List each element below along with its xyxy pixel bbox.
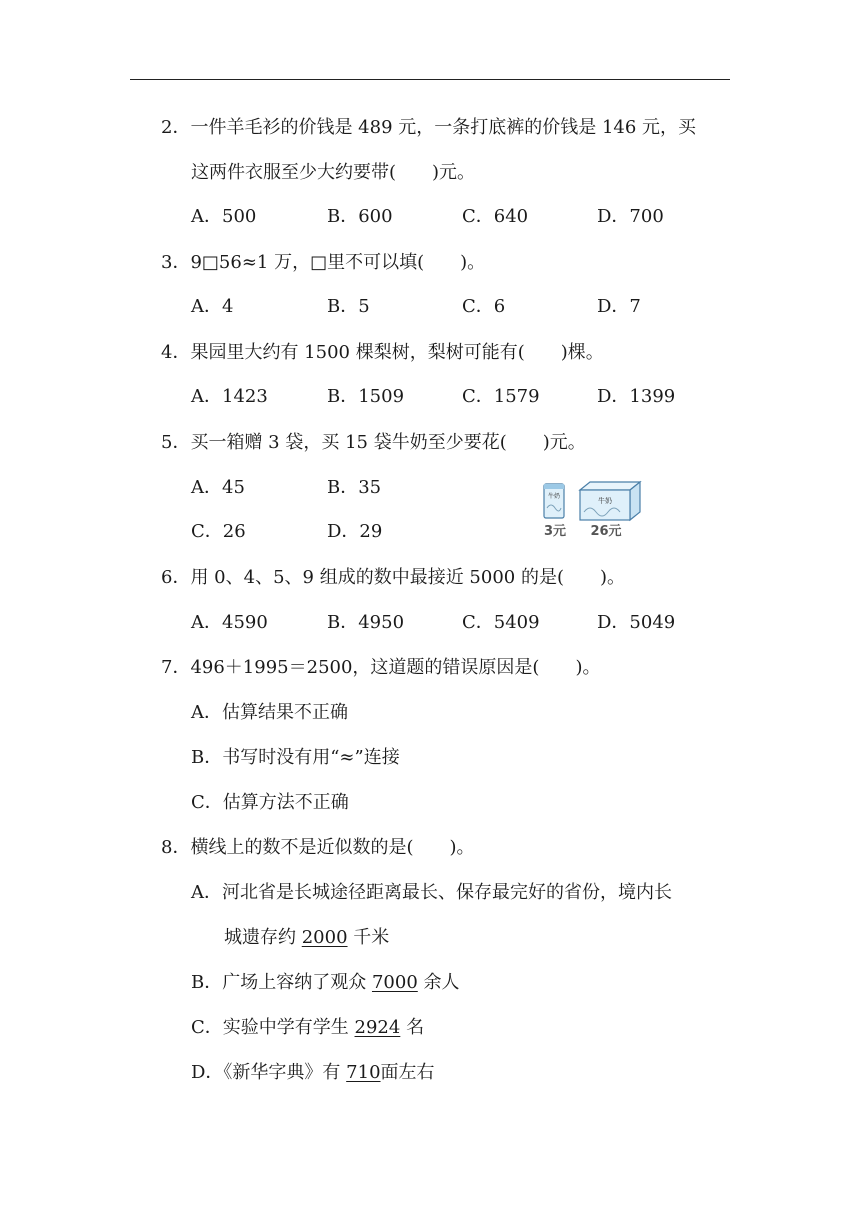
q5-stem: 5．买一箱赠 3 袋，买 15 袋牛奶至少要花( )元。 xyxy=(161,432,586,453)
q8-b-text-post: 余人 xyxy=(423,972,460,993)
q4-option-c: C．1579 xyxy=(462,386,540,407)
q5-option-d: D．29 xyxy=(327,521,383,542)
q8-d-number: 710 xyxy=(346,1062,381,1083)
milk-bag-icon xyxy=(544,484,564,518)
q8-stem: 8．横线上的数不是近似数的是( )。 xyxy=(161,837,475,858)
q4-option-b: B．1509 xyxy=(327,386,405,407)
q2-option-d: D．700 xyxy=(597,206,664,227)
q8-c-number: 2924 xyxy=(354,1017,401,1038)
q8-b-text-pre: B．广场上容纳了观众 xyxy=(191,972,367,993)
q8-option-a: A．河北省是长城途径距离最长、保存最完好的省份，境内长 xyxy=(191,882,672,903)
milk-box-label: 牛奶 xyxy=(598,497,612,505)
q3-stem: 3．9□56≈1 万，□里不可以填( )。 xyxy=(161,252,486,273)
q8-a-number: 2000 xyxy=(301,927,348,948)
q8-option-b xyxy=(191,971,460,995)
q8-c-text-post: 名 xyxy=(406,1017,425,1038)
box-price-label: 26元 xyxy=(590,524,622,539)
q6-option-b: B．4950 xyxy=(327,612,405,633)
q2-option-c: C．640 xyxy=(462,206,529,227)
q5-option-a: A．45 xyxy=(191,477,245,498)
q3-option-c: C．6 xyxy=(462,296,506,317)
q7-stem: 7．496＋1995＝2500，这道题的错误原因是( )。 xyxy=(161,657,601,678)
q6-option-d: D．5049 xyxy=(597,612,676,633)
q8-option-c xyxy=(191,1016,424,1040)
q8-d-text-post: 面左右 xyxy=(380,1062,435,1083)
q8-d-text-pre: D．《新华字典》有 xyxy=(191,1062,341,1083)
q8-a-text-pre: 城遗存约 xyxy=(224,927,296,948)
q8-c-text-pre: C．实验中学有学生 xyxy=(191,1017,349,1038)
q4-stem: 4．果园里大约有 1500 棵梨树，梨树可能有( )棵。 xyxy=(161,342,604,363)
milk-price-illustration xyxy=(538,478,642,542)
q5-option-c: C．26 xyxy=(191,521,246,542)
bag-price-label: 3元 xyxy=(543,524,567,539)
q7-option-b: B．书写时没有用“≈”连接 xyxy=(191,747,400,768)
q8-option-a-cont xyxy=(224,926,389,950)
q3-option-b: B．5 xyxy=(327,296,370,317)
q2-option-a: A．500 xyxy=(191,206,257,227)
header-rule xyxy=(130,79,730,80)
q7-option-a: A．估算结果不正确 xyxy=(191,702,348,723)
q6-stem: 6．用 0、4、5、9 组成的数中最接近 5000 的是( )。 xyxy=(161,567,625,588)
q3-option-a: A．4 xyxy=(191,296,234,317)
milk-box-icon xyxy=(580,482,640,520)
q8-option-d xyxy=(191,1061,435,1085)
q7-option-c: C．估算方法不正确 xyxy=(191,792,349,813)
q6-option-a: A．4590 xyxy=(191,612,268,633)
q8-b-number: 7000 xyxy=(371,972,418,993)
q4-option-d: D．1399 xyxy=(597,386,676,407)
q4-option-a: A．1423 xyxy=(191,386,268,407)
q3-option-d: D．7 xyxy=(597,296,641,317)
q6-option-c: C．5409 xyxy=(462,612,540,633)
q2-stem: 2．一件羊毛衫的价钱是 489 元，一条打底裤的价钱是 146 元，买 xyxy=(161,117,697,138)
q2-stem-cont: 这两件衣服至少大约要带( )元。 xyxy=(191,162,476,183)
q8-a-text-post: 千米 xyxy=(353,927,390,948)
q5-option-b: B．35 xyxy=(327,477,382,498)
q2-option-b: B．600 xyxy=(327,206,393,227)
milk-bag-label: 牛奶 xyxy=(547,493,561,500)
